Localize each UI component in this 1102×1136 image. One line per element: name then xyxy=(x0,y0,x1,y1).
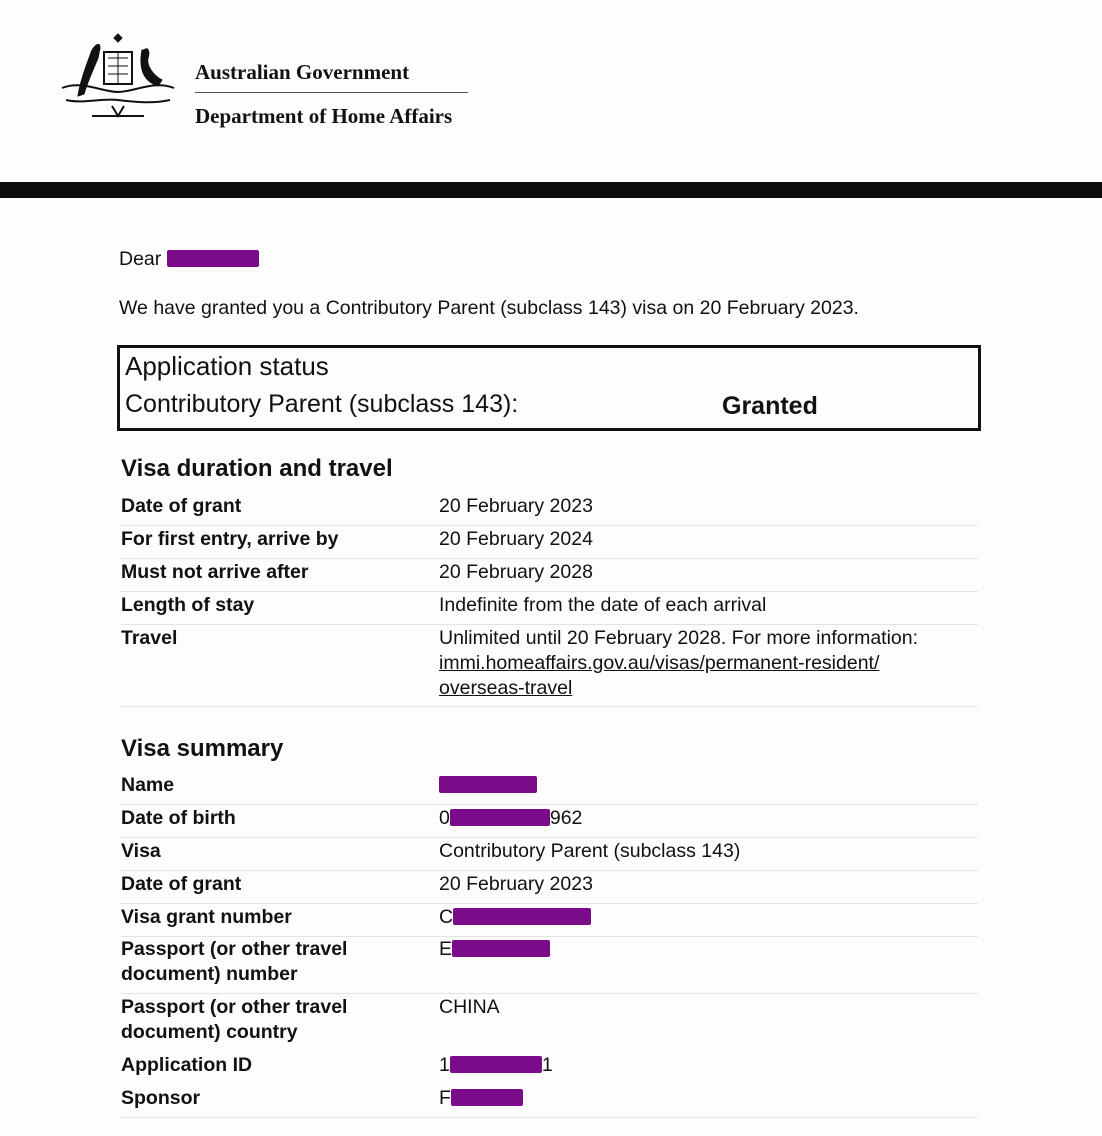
table-row xyxy=(121,937,978,994)
header-divider xyxy=(195,92,468,93)
table-row xyxy=(121,773,978,805)
partial-text: F xyxy=(439,1087,451,1109)
redaction xyxy=(439,776,537,793)
table-row xyxy=(121,839,978,871)
row-label: Application ID xyxy=(121,1054,253,1076)
row-value xyxy=(439,1053,979,1078)
row-label: Visa xyxy=(121,840,161,862)
status-badge: Granted xyxy=(722,392,818,420)
row-label: Sponsor xyxy=(121,1087,201,1109)
header-rule xyxy=(0,182,1102,198)
table-row xyxy=(121,1053,978,1084)
partial-text: 962 xyxy=(549,807,583,829)
row-label: Visa grant number xyxy=(121,906,292,928)
section-title-duration: Visa duration and travel xyxy=(121,455,393,482)
travel-text: Unlimited until 20 February 2028. For more information: xyxy=(439,627,919,649)
partial-text: 1 xyxy=(439,1054,450,1076)
row-label: Date of grant xyxy=(121,873,242,895)
section-title-summary: Visa summary xyxy=(121,735,284,762)
row-value xyxy=(439,806,979,831)
row-value: 20 February 2028 xyxy=(439,561,593,583)
intro-text: We have granted you a Contributory Parent (subclass 143) visa on 20 February 2023. xyxy=(119,297,859,319)
partial-text: C xyxy=(439,906,454,928)
row-label: Date of grant xyxy=(121,495,242,517)
row-value xyxy=(439,773,979,798)
table-row xyxy=(121,872,978,904)
row-value xyxy=(439,626,979,701)
redaction xyxy=(450,809,550,826)
status-title: Application status xyxy=(125,351,329,381)
row-label: Passport (or other travel document) number xyxy=(121,938,348,985)
table-row xyxy=(121,593,978,625)
table-row xyxy=(121,995,978,1051)
table-row xyxy=(121,905,978,937)
row-value: 20 February 2024 xyxy=(439,528,593,550)
travel-info-link-cont[interactable]: overseas-travel xyxy=(439,677,573,699)
row-label: Length of stay xyxy=(121,594,255,616)
table-row xyxy=(121,560,978,592)
row-label: Name xyxy=(121,774,175,796)
row-value: 20 February 2023 xyxy=(439,495,593,517)
row-label: Travel xyxy=(121,627,178,649)
table-row xyxy=(121,1086,978,1118)
row-label: Must not arrive after xyxy=(121,561,309,583)
redaction xyxy=(450,1056,542,1073)
status-visa: Contributory Parent (subclass 143): xyxy=(125,390,519,418)
redaction xyxy=(451,1089,523,1106)
row-value: Contributory Parent (subclass 143) xyxy=(439,840,741,862)
redaction xyxy=(453,908,591,925)
row-value xyxy=(439,1086,979,1111)
partial-text: 1 xyxy=(541,1054,553,1076)
travel-info-link[interactable]: immi.homeaffairs.gov.au/visas/permanent-resident/ xyxy=(439,652,880,674)
department-name: Department of Home Affairs xyxy=(195,104,453,128)
partial-text: 0 xyxy=(439,807,450,829)
government-name: Australian Government xyxy=(195,60,410,84)
table-row xyxy=(121,494,978,526)
redaction xyxy=(452,940,550,957)
greeting xyxy=(119,248,259,271)
row-label: For first entry, arrive by xyxy=(121,528,339,550)
salutation: Dear xyxy=(119,248,162,270)
table-row xyxy=(121,626,978,707)
row-value xyxy=(439,937,979,962)
row-value: Indefinite from the date of each arrival xyxy=(439,594,767,616)
row-value: 20 February 2023 xyxy=(439,873,593,895)
coat-of-arms-logo xyxy=(52,30,184,130)
row-label: Date of birth xyxy=(121,807,236,829)
partial-text: E xyxy=(439,938,453,960)
row-value xyxy=(439,905,979,930)
table-row xyxy=(121,527,978,559)
table-row xyxy=(121,806,978,838)
row-value: CHINA xyxy=(439,996,500,1018)
row-label: Passport (or other travel document) country xyxy=(121,996,348,1043)
application-status-box xyxy=(117,345,981,431)
redaction xyxy=(167,250,259,267)
